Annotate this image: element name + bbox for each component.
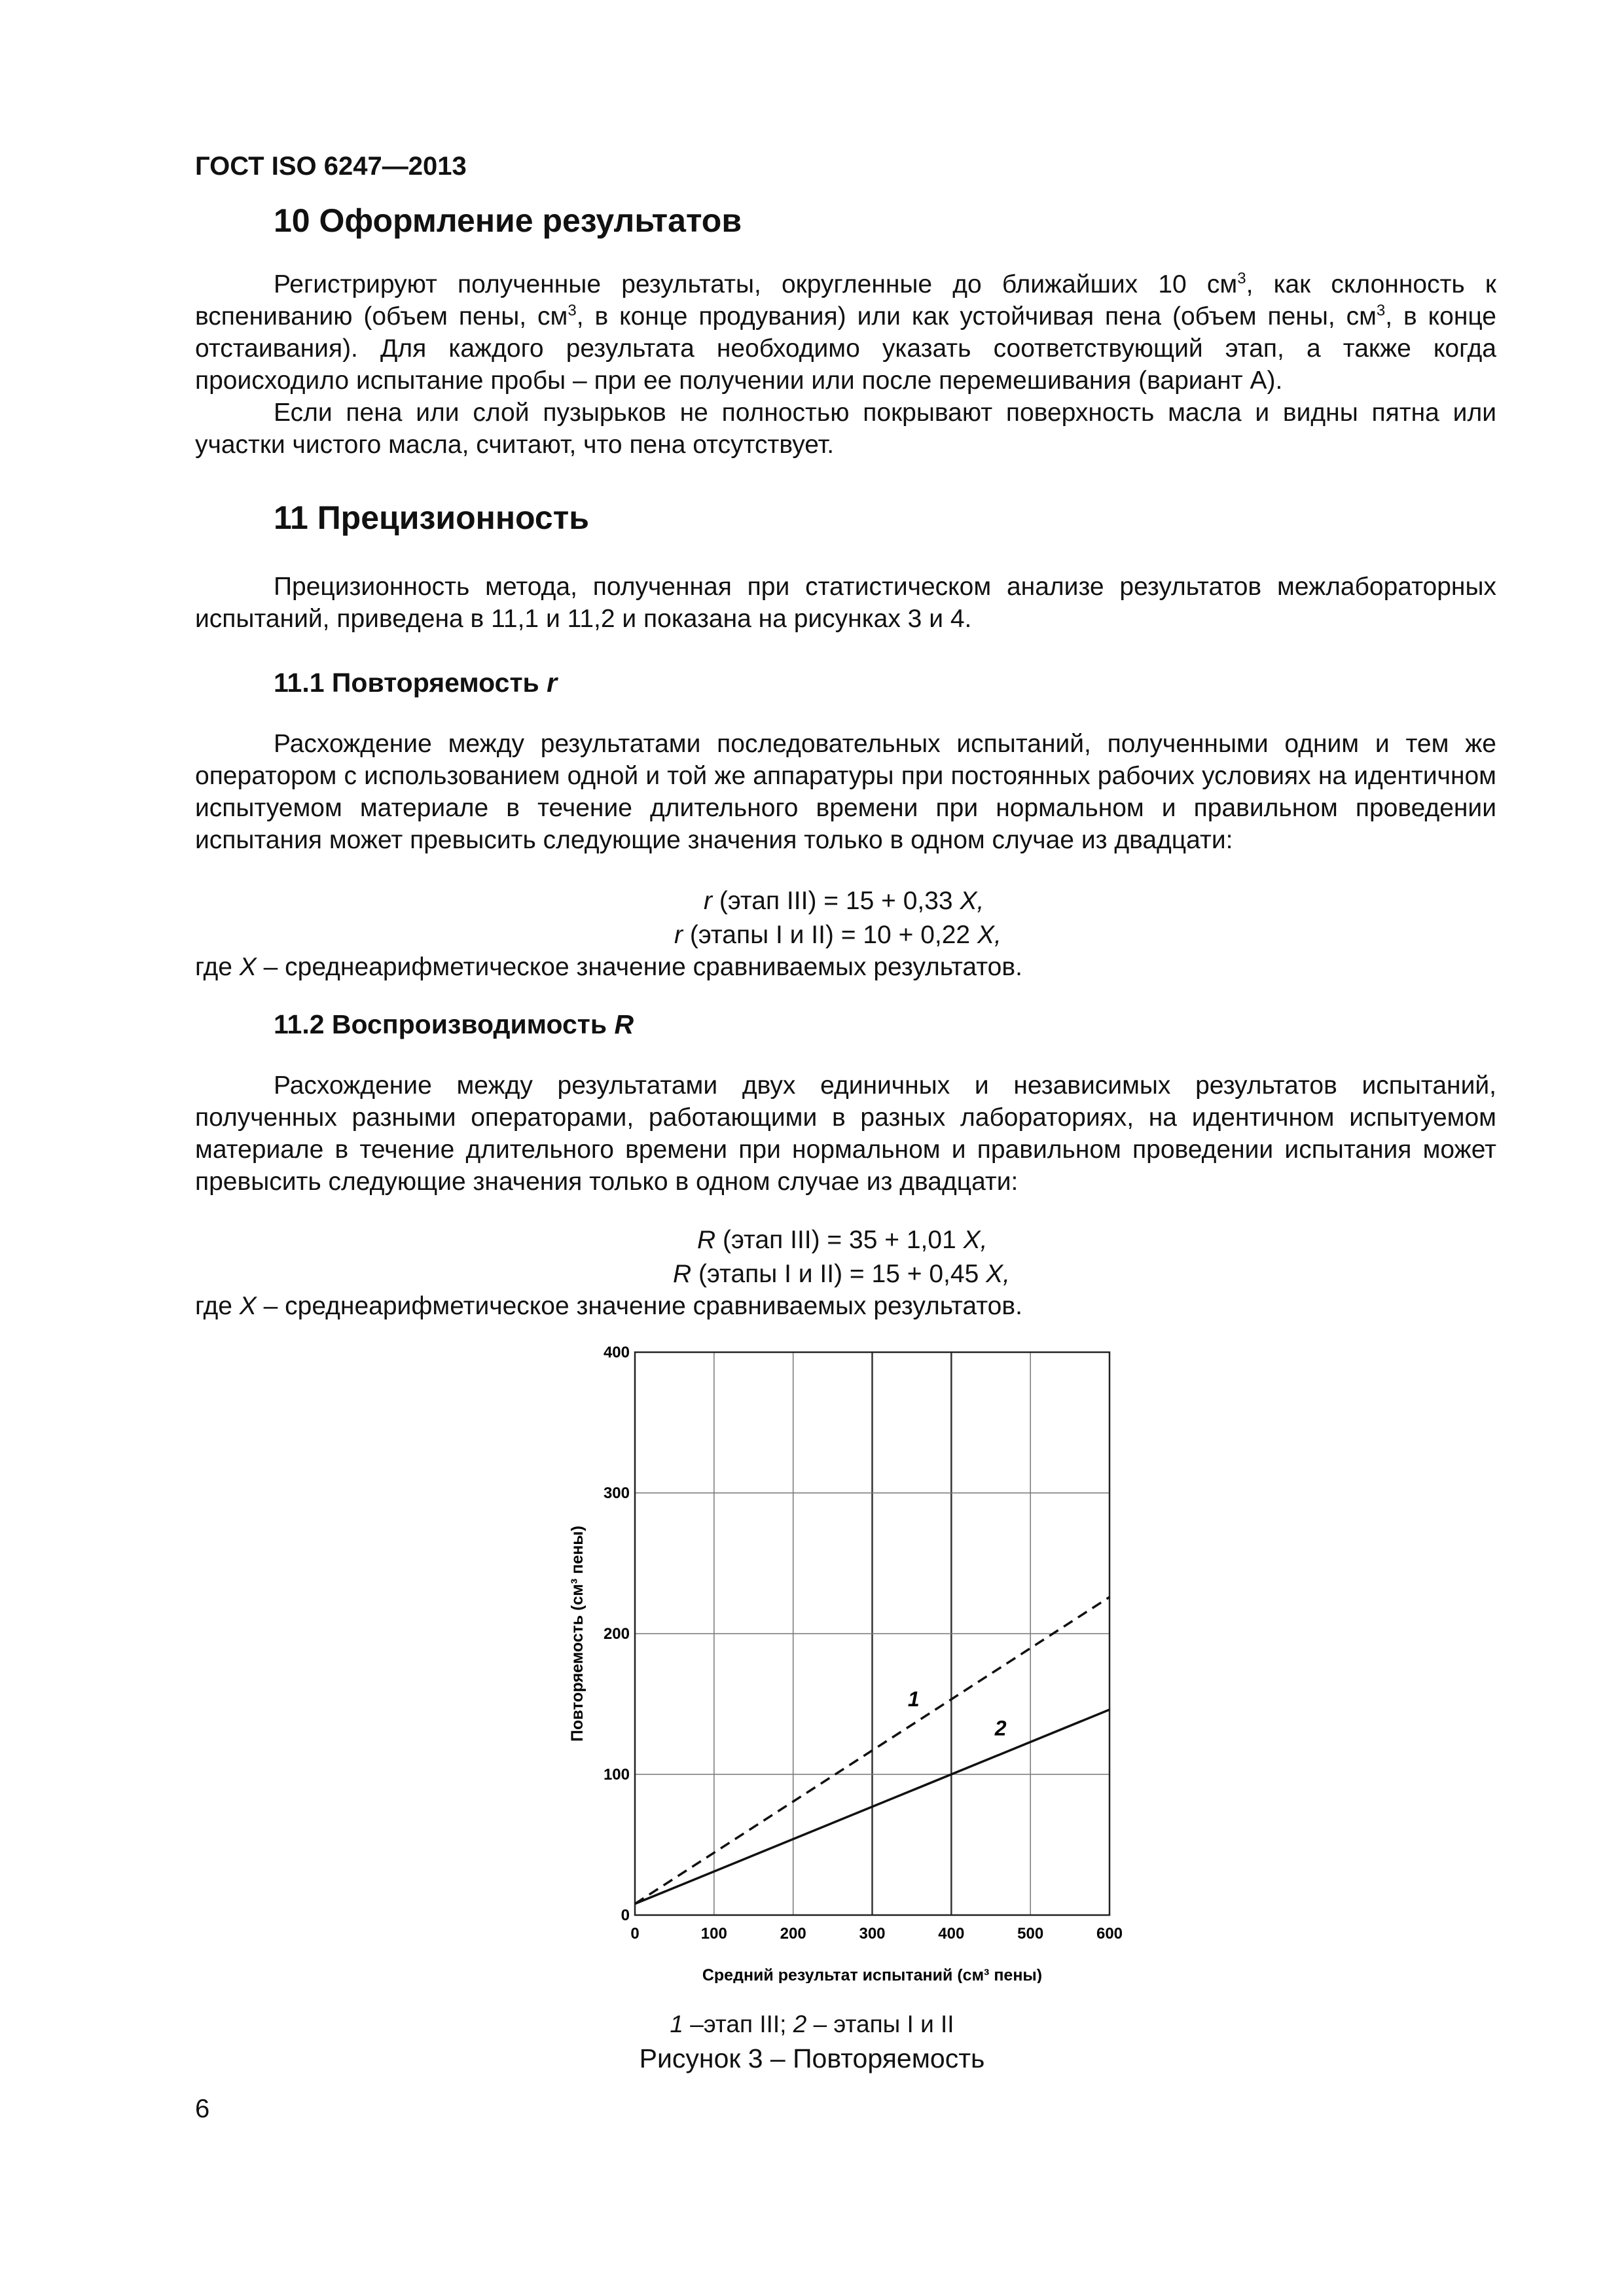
series-label-2: 2 <box>994 1716 1007 1740</box>
x-tick-label: 100 <box>700 1925 727 1943</box>
heading-variable: r <box>547 668 558 698</box>
formula-x: X, <box>986 1260 1010 1288</box>
formula-x: X, <box>963 1226 988 1254</box>
text-run: , в конце продувания) или как устойчивая пена (объем пены, см <box>576 302 1377 331</box>
text-run: , в конце отстаивания). Для каждого результата необходимо указать соответствующий этап, а также когда происходило испытание пробы – при ее получении или после перемешивания (вариант А). <box>195 302 1496 395</box>
where-text: – среднеарифметическое значение сравниваемых результатов. <box>256 1292 1022 1320</box>
where-text: где <box>195 1292 240 1320</box>
where-text: – среднеарифметическое значение сравниваемых результатов. <box>256 953 1022 981</box>
figure-legend <box>0 2011 1624 2038</box>
legend-text: –этап III; <box>683 2011 793 2037</box>
heading-text: 11.2 Воспроизводимость <box>274 1009 615 1039</box>
heading-text: 11.1 Повторяемость <box>274 668 547 698</box>
section-11-intro <box>195 571 1496 635</box>
y-tick-label: 400 <box>603 1344 630 1361</box>
formula-where-R <box>195 1292 1022 1321</box>
x-axis-label: Средний результат испытаний (см³ пены) <box>702 1966 1043 1983</box>
formula-variable: r <box>704 887 712 915</box>
x-tick-label: 500 <box>1017 1925 1044 1943</box>
formula-r-stages-1-2 <box>674 919 1001 951</box>
x-tick-label: 0 <box>630 1925 640 1943</box>
legend-text: – этапы I и II <box>806 2011 954 2037</box>
y-tick-label: 200 <box>603 1625 630 1643</box>
where-text: где <box>195 953 240 981</box>
formula-x: X, <box>960 887 984 915</box>
text-run: Регистрируют полученные результаты, округленные до ближайших 10 см <box>274 270 1238 298</box>
x-tick-label: 600 <box>1096 1925 1123 1943</box>
formula-r-stage-3 <box>704 885 984 917</box>
formula-text: (этап III) = 15 + 0,33 <box>712 887 960 915</box>
heading-variable: R <box>614 1009 634 1039</box>
repeatability-chart <box>550 1329 1178 1983</box>
section-11-2-text <box>195 1069 1496 1198</box>
text-run: , как склонность к вспениванию (объем пены, см <box>195 270 1496 331</box>
section-11-1-text <box>195 728 1496 856</box>
section-10-paragraph-2: Если пена или слой пузырьков не полностью покрывают поверхность масла и видны пятна или участки чистого масла, считают, что пена отсутствует. <box>195 399 1496 459</box>
superscript: 3 <box>568 302 577 319</box>
paragraph-text: Расхождение между результатами двух единичных и независимых результатов испытаний, полученных разными операторами, работающими в разных лабораториях, на идентичном испытуемом материале в течение длительного времени при нормальном и правильном проведении испытания может превысить следующие значения только в одном случае из двадцати: <box>195 1071 1496 1196</box>
x-tick-label: 400 <box>938 1925 965 1943</box>
section-11-2-title <box>274 1009 634 1040</box>
page-number: 6 <box>195 2094 210 2123</box>
legend-number: 2 <box>793 2011 807 2037</box>
formula-variable: R <box>673 1260 692 1288</box>
section-10-title: 10 Оформление результатов <box>274 202 742 239</box>
formula-variable: R <box>697 1226 716 1254</box>
superscript: 3 <box>1376 302 1386 319</box>
document-header: ГОСТ ISO 6247—2013 <box>195 152 467 181</box>
y-axis-label: Повторяемость (см³ пены) <box>568 1526 586 1742</box>
series-label-1: 1 <box>907 1687 920 1712</box>
formula-x: X, <box>977 921 1001 949</box>
y-tick-label: 100 <box>603 1766 630 1784</box>
section-10-paragraph <box>195 268 1496 461</box>
section-11-1-title <box>274 668 557 698</box>
formula-text: (этапы I и II) = 10 + 0,22 <box>683 921 977 949</box>
where-variable: X <box>239 1292 257 1320</box>
formula-R-stages-1-2 <box>673 1258 1010 1290</box>
formula-where-r <box>195 953 1022 982</box>
formula-R-stage-3 <box>697 1224 987 1256</box>
y-tick-label: 0 <box>621 1907 630 1924</box>
where-variable: X <box>239 953 257 981</box>
paragraph-text: Прецизионность метода, полученная при статистическом анализе результатов межлабораторных испытаний, приведена в 11,1 и 11,2 и показана на рисунках 3 и 4. <box>195 573 1496 633</box>
superscript: 3 <box>1237 270 1246 287</box>
paragraph-text: Расхождение между результатами последовательных испытаний, полученными одним и тем же оператором с использованием одной и той же аппаратуры при постоянных рабочих условиях на идентичном испытуемом материале в течение длительного времени при нормальном и правильном проведении испытания может превысить следующие значения только в одном случае из двадцати: <box>195 730 1496 854</box>
x-tick-label: 200 <box>780 1925 806 1943</box>
formula-text: (этапы I и II) = 15 + 0,45 <box>691 1260 986 1288</box>
x-tick-label: 300 <box>859 1925 886 1943</box>
formula-text: (этап III) = 35 + 1,01 <box>715 1226 964 1254</box>
figure-caption: Рисунок 3 – Повторяемость <box>639 2043 985 2073</box>
section-11-title: 11 Прецизионность <box>274 499 589 536</box>
y-tick-label: 300 <box>603 1484 630 1502</box>
formula-variable: r <box>674 921 683 949</box>
legend-number: 1 <box>670 2011 683 2037</box>
